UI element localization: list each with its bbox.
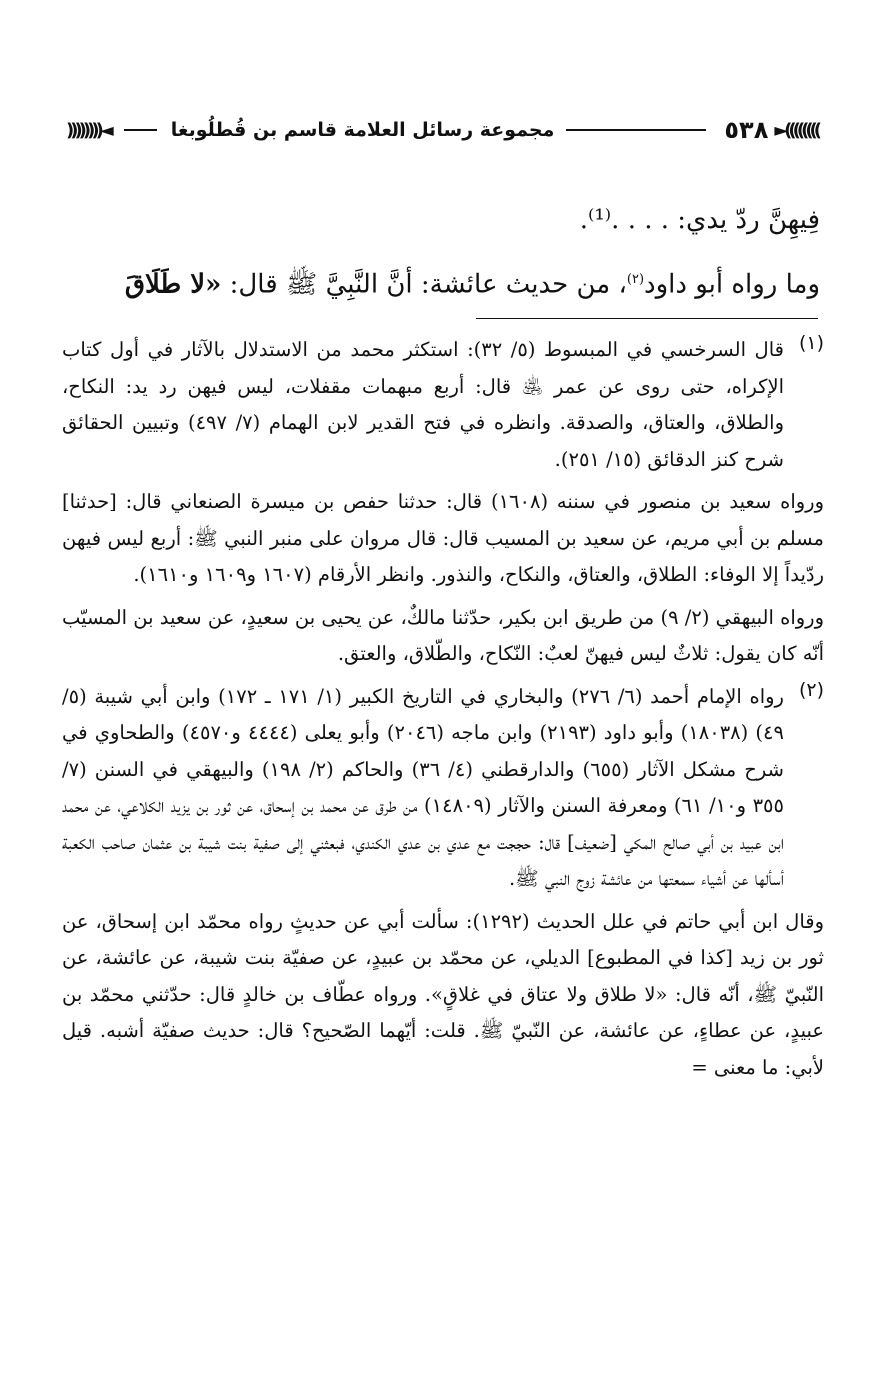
footnote-1	[62, 332, 824, 478]
footnote-separator	[476, 318, 818, 319]
footnotes	[62, 332, 824, 1086]
hadith-quote: «لا طَلَاقَ	[124, 269, 222, 300]
footnote-paragraph: ورواه سعيد بن منصور في سننه (١٦٠٨) قال: حدثنا حفص بن ميسرة الصنعاني قال: [حدثنا] مسلم بن أبي مريم، عن سعيد بن المسيب قال: قال مروان على منبر النبي ﷺ: أربع ليس فيهن ردّيداً إلا الوفاء: الطلاق، والعتاق، والنكاح، والنذور. وانظر الأرقام (١٦٠٧ و١٦٠٩ و١٦١٠).	[62, 490, 825, 586]
footnote-paragraph: رواه الإمام أحمد (٦/ ٢٧٦) والبخاري في التاريخ الكبير (١/ ١٧١ ـ ١٧٢) وابن أبي شيبة (٥/ ٤٩) (١٨٠٣٨) وأبو داود (٢١٩٣) وابن ماجه (٢٠٤٦) وأبو يعلى (٤٤٤٤ و٤٥٧٠) والطحاوي في شرح مشكل الآثار (٦٥٥) والدارقطني (٤/ ٣٦) والحاكم (٢/ ١٩٨) والبيهقي في السنن (٧/ ٣٥٥ و١٠/ ٦١) ومعرفة السنن والآثار (١٤٨٠٩) من طرق عن محمد بن إسحاق، عن ثور بن يزيد الكلاعي، عن محمد ابن عبيد بن أبي صالح المكي [ضعيف] قال: حججت مع عدي بن عدي الكندي، فبعثني إلى صفية بنت شيبة بن عثمان صاحب الكعبة أسألها عن أشياء سمعتها من عائشة زوج النبي ﷺ.	[62, 684, 784, 890]
footnote-paragraph: ورواه البيهقي (٢/ ٩) من طريق ابن بكير، حدّثنا مالكٌ، عن يحيى بن سعيدٍ، عن سعيد بن المسيّب أنّه كان يقول: ثلاثٌ ليس فيهنّ لعبٌ: النّكاح، والطّلاق، والعتق.	[62, 605, 824, 665]
main-line-2-start: وما رواه أبو داود	[644, 269, 820, 300]
footnote-number: (٢)	[798, 678, 824, 701]
footnote-paragraph: وقال ابن أبي حاتم في علل الحديث (١٢٩٢): سألت أبي عن حديثٍ رواه محمّد ابن إسحاق، عن ثور بن زيد [كذا في المطبوع] الديلي، عن محمّد بن عبيدٍ، عن صفيّة بنت شيبة، عن عائشة، عن النّبيّ ﷺ، أنّه قال: «لا طلاق ولا عتاق في غلاقٍ». ورواه عطّاف بن خالدٍ قال: حدّثني محمّد بن عبيدٍ، عن عطاءٍ، عن عائشة، عن النّبيّ ﷺ. قلت: أيّهما الصّحيح؟ قال: حديث صفيّة أشبه. قيل لأبي: ما معنى =	[62, 909, 824, 1079]
main-line-1: فِيهِنَّ ردّ يدي: . . . .⁽¹⁾.	[579, 205, 820, 235]
footnote-ref-2[interactable]: (٢)	[626, 272, 645, 287]
page-number: ٥٣٨	[724, 116, 769, 144]
page-header	[66, 112, 818, 148]
running-title: مجموعة رسائل العلامة قاسم بن قُطلُوبغا	[170, 119, 555, 141]
main-line-2	[60, 250, 820, 315]
footnote-number: (١)	[798, 332, 824, 354]
ornament-left: ◄((((((((	[66, 119, 110, 141]
main-line-2-middle: ، من حديث عائشة: أنَّ النَّبِيَّ ﷺ قال:	[221, 269, 627, 300]
ornament-right: ))))))))►	[774, 119, 818, 141]
footnote-paragraph: قال السرخسي في المبسوط (٥/ ٣٢): استكثر محمد من الاستدلال بالآثار في أول كتاب الإكراه، حتى روى عن عمر ﵁ قال: أربع مبهمات مقفلات، ليس فيهن رد يد: النكاح، والطلاق، والعتاق، والصدقة. وانظره في فتح القدير لابن الهمام (٧/ ٤٩٧) وتبيين الحقائق شرح كنز الدقائق (١٥/ ٢٥١).	[62, 338, 784, 471]
footnote-2	[62, 679, 824, 898]
main-text	[60, 190, 820, 315]
header-rule	[124, 129, 157, 131]
header-rule	[566, 129, 706, 131]
